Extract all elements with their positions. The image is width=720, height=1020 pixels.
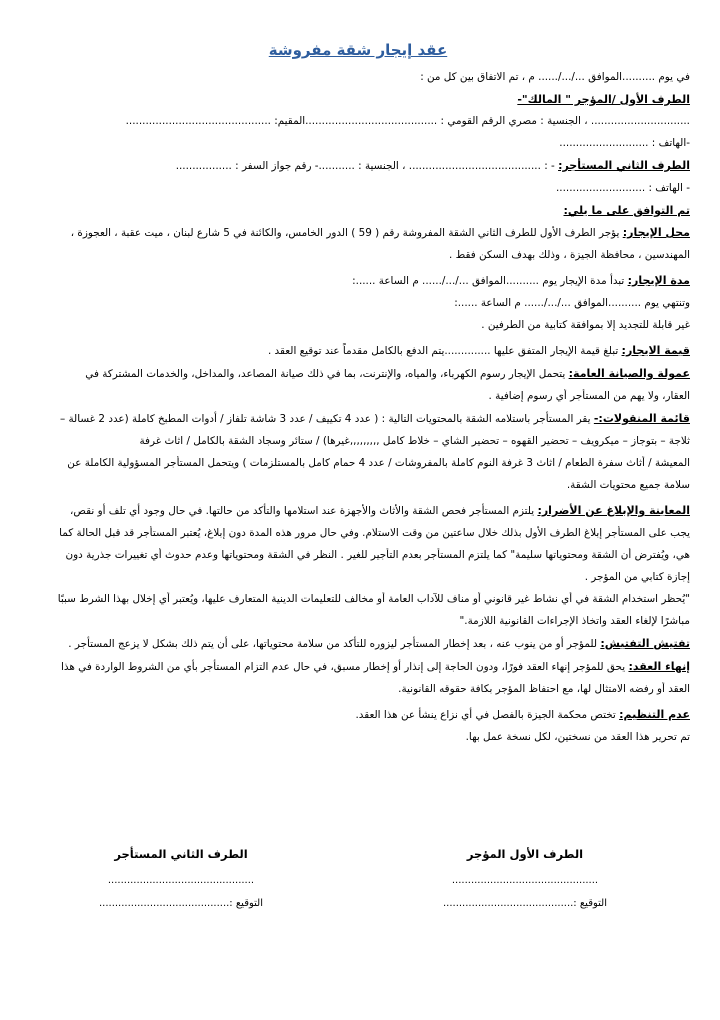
rent-place-text-2: المهندسين ، محافظة الجيزة ، وذلك بهدف السكن فقط . <box>448 249 690 261</box>
page-title: عقد إيجار شقة مفروشة <box>268 41 448 59</box>
contents-text-2: ثلاجة – بتوجاز – ميكرويف – تحضير القهوه – تحضير الشاي – خلاط كامل ,,,,,,,,,غيرها) / ستائر وسجاد الشقة بالكامل / اثاث غرفة <box>139 435 690 447</box>
rent-period-end: وتنتهي يوم ..........الموافق .../.../...... م الساعة ......: <box>454 297 690 309</box>
rent-place-label: محل الإيجار: <box>622 226 690 239</box>
first-party-name-line: .............................................. <box>451 875 599 886</box>
inspection-text-2: يجب على المستأجر إبلاغ الطرف الأول بذلك خلال ساعتين من وقت الاستلام. وفي حال مرور هذه المدة دون إبلاغ، يُعتبر المستأجر قد قبل الحالة كما <box>59 527 690 539</box>
second-party-name-line: .............................................. <box>107 875 255 886</box>
inspection-text-3: هي، ويُفترض أن الشقة ومحتوياتها سليمة" كما يلتزم المستأجر بعدم التأجير للغير . النظر في الشقة ومحتوياتها وعدم حدوث أي تغييرات جذرية دون <box>65 549 690 561</box>
rent-period-label: مدة الإيجار: <box>627 274 690 287</box>
inspection-text-5: "يُحظر استخدام الشقة في أي نشاط غير قانوني أو مناف للآداب العامة أو مخالف للتعليمات الدينية المتعارف عليها، ويُعتبر أي إخلال بهذا الشرط سببًا <box>57 593 690 605</box>
inspection-text-4: إجازة كتابي من المؤجر . <box>584 571 690 583</box>
second-party-sign-line: التوقيع :......................................... <box>98 898 263 909</box>
rent-value-label: قيمة الايجار: <box>621 344 690 357</box>
first-party-phone: -الهاتف : ........................... <box>559 137 690 149</box>
rent-period-start: تبدأ مدة الإيجار يوم ..........الموافق .../.../...... م الساعة ......: <box>352 275 625 287</box>
signature-section <box>26 845 690 925</box>
second-party-signature-title: الطرف الثاني المستأجر <box>114 847 248 861</box>
inspection-text-6: مباشرًا لإلغاء العقد واتخاذ الإجراءات القانونية اللازمة." <box>459 615 690 627</box>
closing-line: تم تحرير هذا العقد من نسختين، لكل نسخة عمل بها. <box>465 731 690 743</box>
contents-text: يقر المستأجر باستلامه الشقة بالمحتويات التالية : ( عدد 4 تكييف / عدد 3 شاشة تلفاز / أدوات المطبخ كاملة (عدد 2 غسالة – <box>59 413 591 425</box>
first-party-heading: الطرف الأول /المؤجر " المالك"- <box>517 93 690 106</box>
contents-text-3: المعيشة / أثاث سفرة الطعام / اثاث 3 غرفة النوم كاملة بالمفروشات / عدد 4 حمام كامل بالمستلزمات ) ويتحمل المستأجر المسؤولية الكاملة عن <box>67 457 690 469</box>
second-party-heading: الطرف الثاني المستأجر: <box>558 159 690 172</box>
second-party-details: - : ........................................ ، الجنسية : ...........- رقم جواز السفر : ................. <box>175 160 555 172</box>
jurisdiction-text: تختص محكمة الجيزة بالفصل في أي نزاع ينشأ عن هذا العقد. <box>355 709 616 721</box>
inspection-text: يلتزم المستأجر فحص الشقة والأثاث والأجهزة عند استلامها والتأكد من حالتها. في حال وجود أي تلف أو نقص، <box>70 505 535 517</box>
first-party-sign-line: التوقيع :......................................... <box>442 898 607 909</box>
termination-label: إنهاء العقد: <box>628 660 690 673</box>
termination-text-2: العقد أو رفضه الامتثال لها، مع احتفاظ المؤجر بكافة حقوقه القانونية. <box>398 683 690 695</box>
commission-label: عمولة والصيانة العامة: <box>568 367 690 380</box>
second-party-signature <box>56 845 306 909</box>
inspection-visit-text: للمؤجر أو من ينوب عنه ، بعد إخطار المستأجر ليزوره للتأكد من سلامة محتوياتها، على أن يتم ذلك بشكل لا يزعج المستأجر . <box>68 638 598 650</box>
first-party-signature-title: الطرف الأول المؤجر <box>466 847 584 861</box>
first-party-signature <box>400 845 650 909</box>
termination-text: يحق للمؤجر إنهاء العقد فورًا، ودون الحاجة إلى إنذار أو إخطار مسبق، في حال عدم التزام المستأجر بأي من الشروط الواردة في هذا <box>61 661 626 673</box>
second-party-phone: - الهاتف : ........................... <box>556 182 690 194</box>
jurisdiction-label: عدم التنظيم: <box>619 708 690 721</box>
inspection-label: المعاينة والإبلاغ عن الأضرار: <box>537 504 690 517</box>
rent-period-renewal: غير قابلة للتجديد إلا بموافقة كتابية من الطرفين . <box>481 319 690 331</box>
contents-label: قائمة المنقولات:- <box>593 412 690 425</box>
rent-value-text: تبلغ قيمة الإيجار المتفق عليها ..............يتم الدفع بالكامل مقدماً عند توقيع العقد . <box>267 345 619 357</box>
intro-line: في يوم ..........الموافق .../.../...... م ، تم الاتفاق بين كل من : <box>420 71 690 83</box>
inspection-visit-label: تفتيش التفتيش: <box>600 637 690 650</box>
contract-document <box>26 40 690 745</box>
commission-text: يتحمل الإيجار رسوم الكهرباء، والمياه، والإنترنت، بما في ذلك صيانة المصاعد، والمداخل، والخدمات المشتركة في <box>85 368 566 380</box>
rent-place-text: يؤجر الطرف الأول للطرف الثاني الشقة المفروشة رقم ( 59 ) الدور الخامس، والكائنة في 5 شارع لبنان ، ميت عقبة ، العجوزة ، <box>70 227 620 239</box>
contents-text-4: سلامة جميع محتويات الشقة. <box>566 479 690 491</box>
commission-text-2: العقار، ولا يهم من المستأجر أي رسوم إضافية . <box>488 390 690 402</box>
agreement-heading: تم التوافق على ما يلي: <box>563 204 690 217</box>
first-party-details: .............................. ، الجنسية : مصري الرقم القومي : ........................................المقيم: ............................................ <box>125 115 690 127</box>
